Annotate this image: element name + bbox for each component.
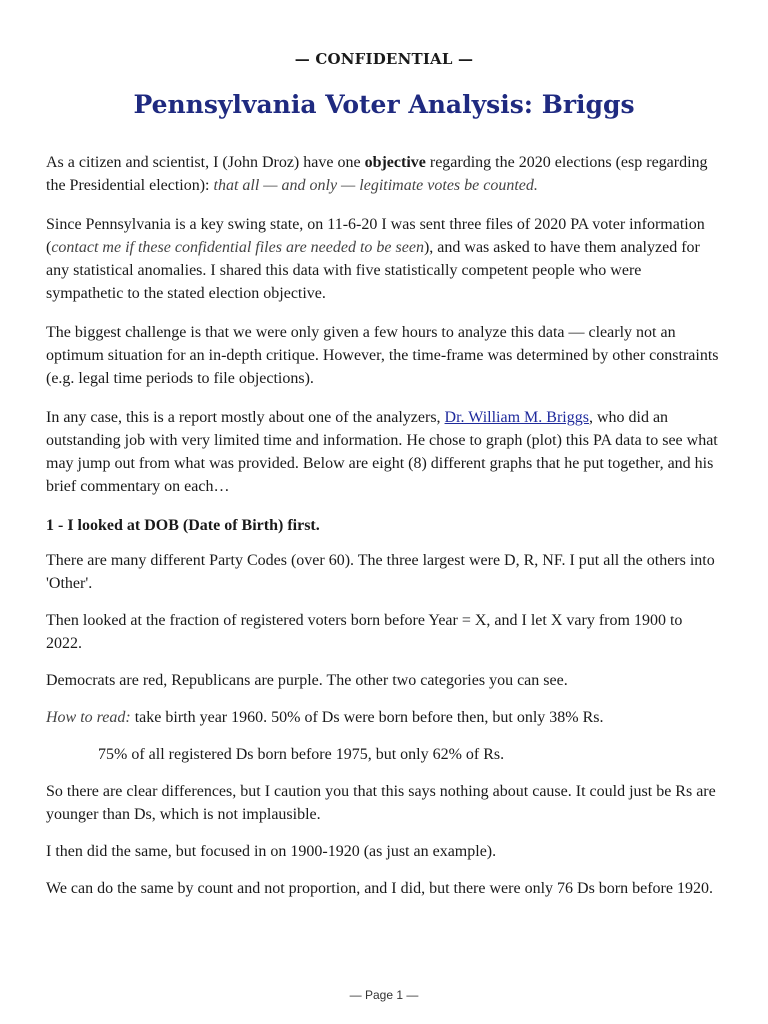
fraction-paragraph: Then looked at the fraction of registered voters born before Year = X, and I let X vary from 1900 to 2022. [46,612,683,652]
colors-paragraph: Democrats are red, Republicans are purple. The other two categories you can see. [46,672,568,689]
document-body [46,151,722,914]
objective-bold: objective [364,154,426,171]
indented-stat-line: 75% of all registered Ds born before 1975, but only 62% of Rs. [98,746,505,763]
challenge-paragraph: The biggest challenge is that we were only given a few hours to analyze this data — clearly not an optimum situation for an in-depth critique. However, the time-frame was determined by other constraints (e.g. legal time periods to file objections). [46,324,719,387]
section-1-heading: 1 - I looked at DOB (Date of Birth) first. [46,517,320,534]
caution-paragraph: So there are clear differences, but I caution you that this says nothing about cause. It could just be Rs are younger than Ds, which is not implausible. [46,783,716,823]
swing-text-1: Since Pennsylvania is a key swing state, on 11-6-20 I was sent three files of 2020 PA voter information ( [46,216,705,256]
swing-text-2: ), and was asked to have them analyzed for any statistical anomalies. I shared this data with five statistically competent people who were sympathetic to the stated election objective. [46,239,700,302]
intro-paragraph [46,151,722,197]
intro-text: As a citizen and scientist, I (John Droz) have one [46,154,365,171]
swing-state-paragraph [46,213,722,305]
analyzers-paragraph [46,406,722,498]
confidential-label: — CONFIDENTIAL — [294,50,474,68]
objective-italic: that all — and only — legitimate votes be counted. [213,177,538,194]
analyzers-text-2: , who did an outstanding job with very limited time and information. He chose to graph (plot) this PA data to see what may jump out from what was provided. Below are eight (8) different graphs that he put together, and his brief commentary on each… [46,409,718,495]
party-codes-paragraph: There are many different Party Codes (over 60). The three largest were D, R, NF. I put all the others into 'Other'. [46,552,715,592]
intro-text-2: regarding the 2020 elections (esp regarding the Presidential election): [46,154,708,194]
document-title: Pennsylvania Voter Analysis: Briggs [133,90,635,119]
briggs-link[interactable]: Dr. William M. Briggs [444,409,589,426]
how-to-read-label: How to read: [46,709,131,726]
page-number: — Page 1 — [349,988,419,1002]
analyzers-text-1: In any case, this is a report mostly about one of the analyzers, [46,409,445,426]
how-to-read-text: take birth year 1960. 50% of Ds were born before then, but only 38% Rs. [130,709,604,726]
how-to-read-paragraph [46,706,722,729]
count-paragraph: We can do the same by count and not proportion, and I did, but there were only 76 Ds born before 1920. [46,880,713,897]
focus-paragraph: I then did the same, but focused in on 1900-1920 (as just an example). [46,843,497,860]
confidential-files-note: contact me if these confidential files are needed to be seen [51,239,424,256]
